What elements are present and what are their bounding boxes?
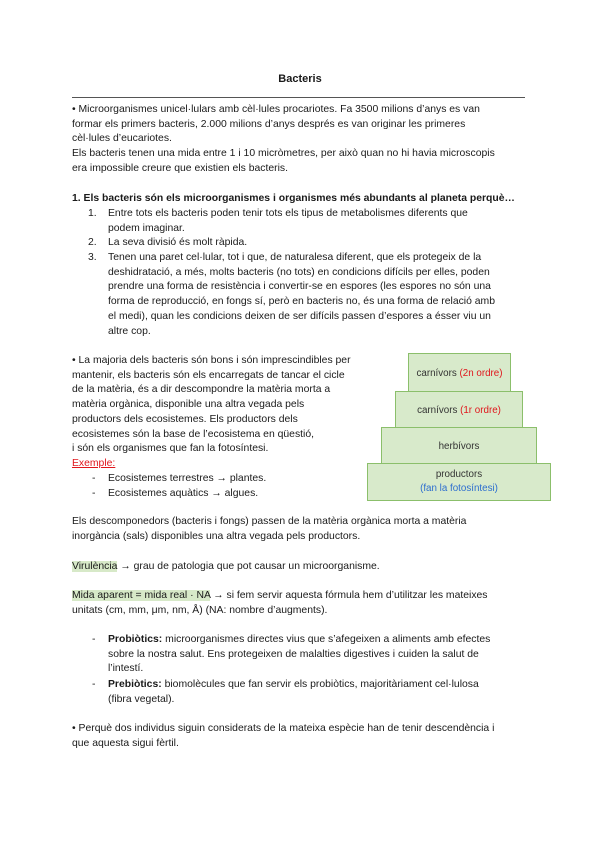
item-line: sobre la nostra salut. Ens protegeixen de malalties digestives i cuiden la salut de (108, 648, 479, 660)
paragraph-line: productors dels ecosistemes. Els productors dels (72, 413, 298, 425)
list-item-line: Tenen una paret cel·lular, tot i que, de naturalesa diferent, que els protegeix de la (108, 252, 482, 263)
item-line: microorganismes directes vius que s’afegeixen a aliments amb efectes (162, 634, 491, 645)
item-line: biomolècules que fan servir els probiòtics, majoritàriament cel·lulosa (161, 679, 479, 690)
bold-term: Probiòtics: (108, 634, 163, 645)
apparent-size-definition (72, 589, 542, 618)
decomposers-paragraph (72, 515, 532, 544)
list-item (108, 207, 528, 236)
list-item-line: Entre tots els bacteris poden tenir tots els tipus de metabolismes diferents que (108, 208, 468, 219)
dash-bullet: - (92, 679, 96, 690)
dash-bullet: - (92, 473, 96, 484)
pyramid-label: productors (435, 469, 483, 480)
pyramid-level-carnivores-1 (395, 391, 523, 428)
paragraph-line: • La majoria dels bacteris són bons i són imprescindibles per (72, 355, 351, 366)
intro-line: formar els primers bacteris, 2.000 milions d’anys després es van originar les primeres (72, 118, 466, 130)
prebiotics-item (108, 678, 533, 707)
list-item-line: deshidratació, a més, molts bacteris (no tots) en condicions difícils per elles, poden (108, 266, 490, 278)
list-item (108, 236, 528, 251)
example-item: Ecosistemes terrestres → plantes. (108, 473, 267, 484)
item-line: (fibra vegetal). (108, 693, 175, 705)
pyramid-note: (2n ordre) (459, 368, 503, 379)
list-number: 3. (88, 252, 97, 263)
pyramid-label: herbívors (438, 441, 480, 452)
paragraph-line: i són els organismes que fan la fotosíntesi. (72, 443, 269, 455)
definition-text: → si fem servir aquesta fórmula hem d’utilitzar les mateixes (210, 590, 488, 601)
title-divider (72, 97, 525, 98)
document-title: Bacteris (278, 73, 322, 85)
list-number: 1. (88, 208, 97, 219)
intro-line: • Microorganismes unicel·lulars amb cèl·lules procariotes. Fa 3500 milions d’anys es van (72, 104, 480, 115)
pyramid-level-carnivores-2 (408, 353, 511, 392)
dash-bullet: - (92, 634, 96, 645)
paragraph-line: de la matèria, és a dir descompondre la matèria morta a (72, 384, 331, 396)
highlighted-term: Mida aparent = mida real · NA (72, 590, 211, 601)
virulence-definition (72, 560, 532, 575)
pyramid-level-herbivores (381, 427, 537, 464)
definition-text: → grau de patologia que pot causar un microorganisme. (117, 561, 380, 572)
intro-paragraph (72, 103, 532, 177)
intro-line: Els bacteris tenen una mida entre 1 i 10 micròmetres, per això quan no hi havia microscopis (72, 148, 495, 160)
pyramid-label: carnívors (417, 405, 458, 416)
highlighted-term: Virulència (72, 561, 118, 572)
paragraph-line: que aquesta sigui fèrtil. (72, 737, 179, 749)
list-number: 2. (88, 237, 97, 248)
list-item-line: podem imaginar. (108, 222, 185, 234)
list-item-line: el medi), quan les condicions deixen de ser difícils passen d’espores a ésser viu un (108, 310, 491, 322)
paragraph-line: ecosistemes són la base de l’ecosistema en qüestió, (72, 428, 315, 440)
paragraph-line: inorgància (sals) disponibles una altra vegada pels productors. (72, 530, 361, 542)
bold-term: Prebiòtics: (108, 679, 162, 690)
example-label: Exemple: (72, 457, 116, 469)
majority-paragraph (72, 354, 372, 472)
section1-heading: 1. Els bacteris són els microorganismes i organismes més abundants al planeta perquè… (72, 193, 515, 204)
paragraph-line: matèria orgànica, disponible una altra vegada pels (72, 399, 305, 411)
list-item-line: La seva divisió és molt ràpida. (108, 237, 248, 248)
item-line: l’intestí. (108, 663, 144, 675)
definition-text: unitats (cm, mm, μm, nm, Å) (NA: nombre d’augments). (72, 604, 328, 616)
intro-line: cèl·lules d’eucariotes. (72, 133, 172, 145)
list-item-line: altre cop. (108, 325, 151, 337)
pyramid-label: carnívors (416, 368, 457, 379)
list-item (108, 251, 528, 339)
dash-bullet: - (92, 488, 96, 499)
paragraph-line: mantenir, els bacteris són els encarregats de tancar el cicle (72, 369, 345, 381)
paragraph-line: • Perquè dos individus siguin considerats de la mateixa espècie han de tenir descendència i (72, 723, 495, 734)
list-item-line: prendre una forma de resistència i convertir-se en espores (les espores no són una (108, 281, 491, 293)
pyramid-note: (1r ordre) (460, 405, 501, 416)
intro-line: era impossible creure que existien els bacteris. (72, 162, 288, 174)
pyramid-note: (fan la fotosíntesi) (420, 483, 498, 494)
pyramid-level-producers (367, 463, 551, 501)
list-item-line: forma de reproducció, en fongs sí, però en bacteris no, és una forma de relació amb (108, 296, 495, 308)
species-paragraph (72, 722, 542, 751)
paragraph-line: Els descomponedors (bacteris i fongs) passen de la matèria orgànica morta a matèria (72, 516, 467, 527)
probiotics-item (108, 633, 533, 677)
example-item: Ecosistemes aquàtics → algues. (108, 488, 259, 499)
